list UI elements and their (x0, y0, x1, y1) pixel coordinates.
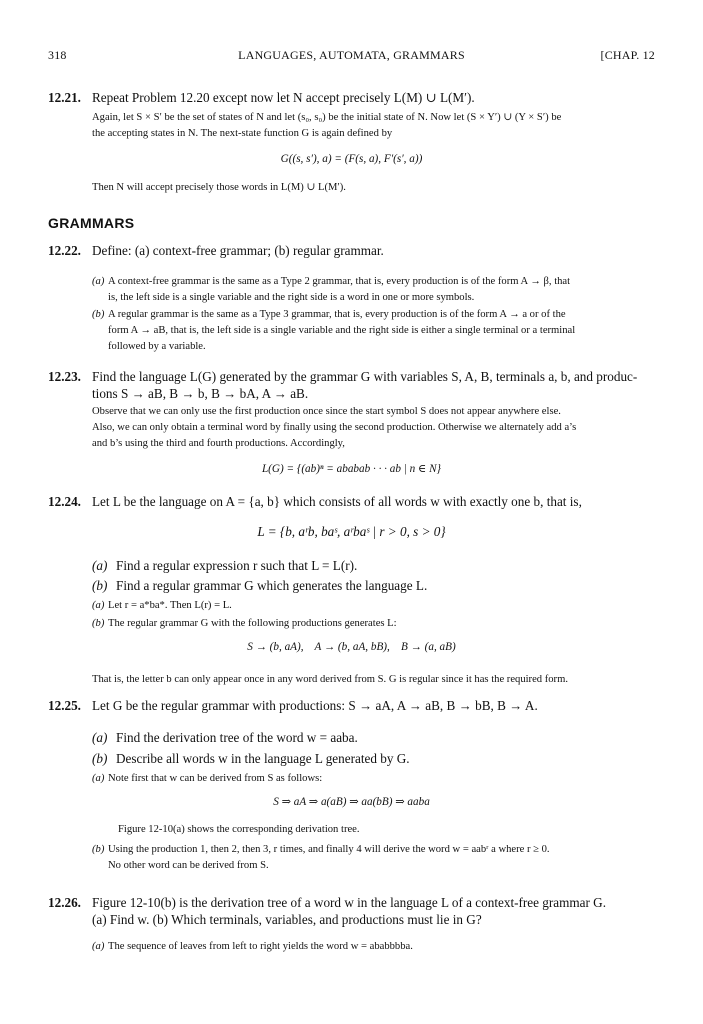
running-title: LANGUAGES, AUTOMATA, GRAMMARS (238, 48, 465, 62)
answer-12-24-b (92, 616, 656, 632)
derivation-12-25: S ⇒ aA ⇒ a(aB) ⇒ aa(bB) ⇒ aaba (273, 796, 430, 808)
answer-line: followed by a variable. (108, 341, 206, 352)
solution-line: Again, let S × S′ be the set of states of N and let (s₀, s₀) be the initial state of N. Now let (S × Y′) ∪ (Y × S′) be (92, 112, 562, 123)
problem-question: Find the language L(G) generated by the grammar G with variables S, A, B, terminals a, b, and produc- (92, 369, 638, 384)
answer-label: (b) (92, 309, 105, 320)
solution-conclusion: That is, the letter b can only appear once in any word derived from S. G is regular since it has the required form. (92, 674, 568, 685)
question-12-25-b (92, 750, 652, 768)
answer-label: (a) (92, 941, 105, 952)
figure-note: Figure 12-10(a) shows the corresponding derivation tree. (118, 824, 360, 835)
answer-label: (b) (92, 618, 105, 629)
problem-number: 12.21. (48, 90, 81, 105)
question-12-24-a (92, 557, 652, 575)
page-number: 318 (48, 48, 67, 62)
answer-line: form A → aB, that is, the left side is a single variable and the right side is either a single terminal or a terminal (108, 325, 576, 336)
solution-12-23 (92, 404, 656, 452)
section-title: GRAMMARS (48, 215, 135, 231)
problem-number: 12.23. (48, 369, 81, 384)
answer-line: The sequence of leaves from left to right yields the word w = ababbbba. (108, 941, 413, 952)
answer-line: is, the left side is a single variable and the right side is a word in one or more symbols. (108, 292, 475, 303)
question-text: Describe all words w in the language L generated by G. (116, 751, 410, 766)
problem-question: Define: (a) context-free grammar; (b) regular grammar. (92, 243, 384, 258)
question-text: Find a regular grammar G which generates the language L. (116, 578, 428, 593)
equation-12-23: L(G) = {(ab)ⁿ = ababab · · · ab | n ∈ N} (261, 463, 442, 475)
problem-number: 12.26. (48, 895, 81, 910)
answer-12-24-a (92, 598, 656, 614)
problem-12-23 (48, 368, 658, 402)
chapter-label: [CHAP. 12 (600, 48, 655, 62)
problem-question: Figure 12-10(b) is the derivation tree of a word w in the language L of a context-free grammar G. (92, 895, 607, 910)
problem-question: Repeat Problem 12.20 except now let N accept precisely L(M) ∪ L(M′). (92, 90, 475, 105)
problem-question-cont: (a) Find w. (b) Which terminals, variables, and productions must lie in G? (92, 912, 482, 927)
answer-12-26-a (92, 939, 656, 955)
problem-12-25 (48, 697, 658, 714)
answer-line: Note first that w can be derived from S as follows: (108, 773, 323, 784)
problem-number: 12.24. (48, 494, 81, 509)
problem-question-cont: tions S → aB, B → b, B → bA, A → aB. (92, 386, 309, 401)
answer-line: No other word can be derived from S. (108, 860, 269, 871)
answer-12-25-b (92, 842, 656, 874)
question-text: Find a regular expression r such that L = L(r). (116, 558, 358, 573)
question-label: (a) (92, 730, 108, 745)
problem-12-26 (48, 894, 658, 928)
equation-12-21: G((s, s′), a) = (F(s, a), F′(s′, a)) (280, 153, 423, 165)
answer-label: (a) (92, 600, 105, 611)
answer-line: A context-free grammar is the same as a Type 2 grammar, that is, every production is of the form A → β, that (108, 276, 571, 287)
answer-12-22-a (92, 274, 656, 306)
answer-line: A regular grammar is the same as a Type 3 grammar, that is, every production is of the form A → a or of the (108, 309, 566, 320)
problem-question: Let L be the language on A = {a, b} which consists of all words w with exactly one b, that is, (92, 494, 582, 509)
solution-conclusion: Then N will accept precisely those words in L(M) ∪ L(M′). (92, 182, 346, 193)
question-12-24-b (92, 577, 652, 595)
answer-label: (a) (92, 276, 105, 287)
problem-12-22 (48, 242, 658, 259)
solution-12-21 (92, 110, 656, 142)
question-label: (a) (92, 558, 108, 573)
solution-line: Also, we can only obtain a terminal word by finally using the second production. Otherwise we alternately add a’s (92, 422, 577, 433)
question-label: (b) (92, 751, 108, 766)
productions-12-24: S → (b, aA), A → (b, aA, bB), B → (a, aB) (247, 641, 456, 653)
problem-12-24 (48, 493, 658, 510)
equation-12-24: L = {b, aʳb, baˢ, aʳbaˢ | r > 0, s > 0} (257, 524, 446, 539)
answer-line: Using the production 1, then 2, then 3, r times, and finally 4 will derive the word w = aabʳ a where r ≥ 0. (108, 844, 550, 855)
solution-line: and b’s using the third and fourth productions. Accordingly, (92, 438, 345, 449)
problem-12-21 (48, 89, 658, 106)
answer-label: (b) (92, 844, 105, 855)
answer-12-25-a (92, 771, 656, 787)
question-12-25-a (92, 729, 652, 747)
problem-question: Let G be the regular grammar with productions: S → aA, A → aB, B → bB, B → A. (92, 698, 538, 713)
question-text: Find the derivation tree of the word w = aaba. (116, 730, 358, 745)
answer-line: Let r = a*ba*. Then L(r) = L. (108, 600, 232, 611)
answer-12-22-b (92, 307, 656, 355)
problem-number: 12.25. (48, 698, 81, 713)
question-label: (b) (92, 578, 108, 593)
answer-line: The regular grammar G with the following productions generates L: (108, 618, 397, 629)
solution-line: Observe that we can only use the first production once since the start symbol S does not appear anywhere else. (92, 406, 561, 417)
problem-number: 12.22. (48, 243, 81, 258)
solution-line: the accepting states in N. The next-state function G is again defined by (92, 128, 393, 139)
answer-label: (a) (92, 773, 105, 784)
